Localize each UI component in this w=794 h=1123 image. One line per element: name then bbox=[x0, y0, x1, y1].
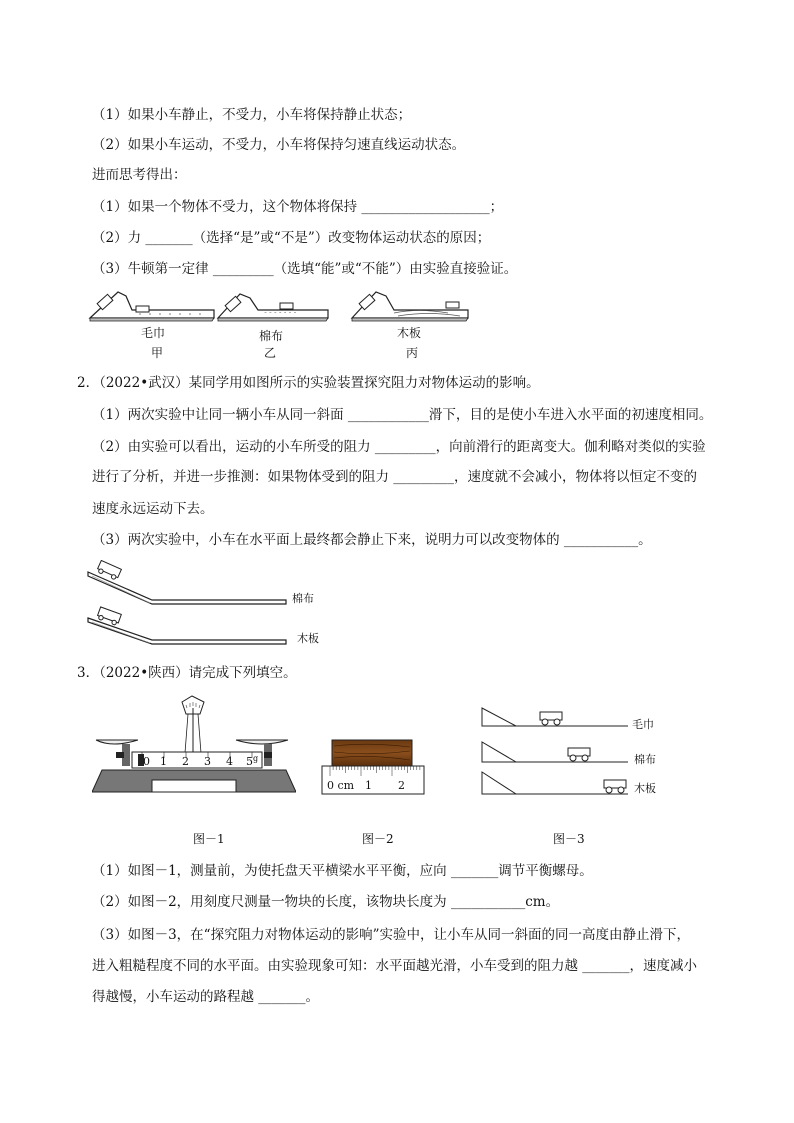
q3-line-4: （3）如图－3，在“探究阻力对物体运动的影响”实验中，让小车从同一斜面的同一高度由静止滑下， bbox=[92, 927, 690, 943]
slope-wood-3 bbox=[482, 772, 628, 794]
q1-line-2: （2）如果小车运动，不受力，小车将保持匀速直线运动状态。 bbox=[92, 137, 466, 153]
q2-slope-figure bbox=[86, 560, 296, 650]
q1-line-6: （3）牛顿第一定律 _________（选填“能”或“不能”）由实验直接验证。 bbox=[92, 261, 518, 277]
fig3-label-towel: 毛巾 bbox=[632, 718, 654, 731]
q1-caption-c-surface: 木板 bbox=[397, 326, 422, 340]
ramp-towel bbox=[90, 292, 214, 321]
ramp-cotton bbox=[218, 294, 328, 321]
q1-line-5: （2）力 _______（选择“是”或“不是”）改变物体运动状态的原因； bbox=[92, 230, 491, 246]
balance-tick-2: 2 bbox=[182, 755, 189, 768]
q1-caption-a-label: 甲 bbox=[151, 346, 164, 360]
slope-wood bbox=[88, 607, 286, 644]
balance-unit: g bbox=[253, 754, 259, 763]
slope-cotton-3 bbox=[482, 742, 628, 762]
q2-line-4: 进行了分析，并进一步推测：如果物体受到的阻力 _________，速度就不会减小，物体将以恒定不变的 bbox=[92, 469, 698, 485]
fig3-label-cotton: 棉布 bbox=[634, 753, 656, 766]
balance-tick-5: 5 bbox=[246, 755, 253, 768]
q2-label-cotton: 棉布 bbox=[292, 592, 314, 605]
ruler-zero-unit: 0 cm bbox=[327, 779, 355, 792]
slope-towel bbox=[482, 708, 628, 726]
q1-caption-a-surface: 毛巾 bbox=[141, 326, 166, 340]
q2-line-3: （2）由实验可以看出，运动的小车所受的阻力 _________，向前滑行的距离变大。伽利略对类似的实验 bbox=[92, 439, 706, 455]
q2-line-2: （1）两次实验中让同一辆小车从同一斜面 ____________滑下，目的是使小车进入水平面的初速度相同。 bbox=[92, 407, 713, 423]
q1-line-4: （1）如果一个物体不受力，这个物体将保持 ___________________； bbox=[92, 199, 504, 215]
fig3-label-wood: 木板 bbox=[634, 782, 656, 795]
q3-line-5: 进入粗糙程度不同的水平面。由实验现象可知：水平面越光滑，小车受到的阻力越 _______，速度减小 bbox=[92, 958, 698, 974]
q1-caption-b-label: 乙 bbox=[264, 346, 277, 360]
q2-label-wood: 木板 bbox=[297, 632, 319, 645]
q3-line-1: 3．（2022•陕西）请完成下列填空。 bbox=[77, 665, 297, 681]
q3-line-2: （1）如图－1，测量前，为使托盘天平横梁水平平衡，应向 _______调节平衡螺母。 bbox=[92, 863, 593, 879]
q1-caption-c-label: 丙 bbox=[406, 346, 419, 360]
q2-line-5: 速度永远运动下去。 bbox=[92, 501, 214, 517]
svg-text:˘ ˘ ˘ ˘ ˘ ˘ ˘: ˘ ˘ ˘ ˘ ˘ ˘ ˘ bbox=[264, 312, 297, 319]
q3-line-6: 得越慢，小车运动的路程越 _______。 bbox=[92, 989, 320, 1005]
q1-line-3: 进而思考得出： bbox=[92, 167, 187, 183]
q1-line-1: （1）如果小车静止，不受力，小车将保持静止状态； bbox=[92, 107, 412, 123]
ruler-tick-1: 1 bbox=[365, 779, 372, 792]
fig3-caption: 图－3 bbox=[553, 832, 585, 846]
balance-tick-1: 1 bbox=[160, 755, 167, 768]
fig1-caption: 图－1 bbox=[193, 832, 225, 846]
balance-tick-3: 3 bbox=[204, 755, 211, 768]
q3-line-3: （2）如图－2，用刻度尺测量一物块的长度，该物块长度为 ___________cm。 bbox=[92, 894, 560, 910]
q3-slopes-figure bbox=[480, 706, 632, 798]
balance-tick-0: 0 bbox=[143, 755, 150, 768]
slope-cotton bbox=[88, 560, 286, 604]
q1-caption-b-surface: 棉布 bbox=[259, 329, 284, 343]
q1-ramps-figure bbox=[88, 288, 488, 324]
fig2-caption: 图－2 bbox=[362, 832, 394, 846]
q2-line-1: 2．（2022•武汉）某同学用如图所示的实验装置探究阻力对物体运动的影响。 bbox=[77, 375, 540, 391]
q3-balance-figure bbox=[92, 692, 296, 800]
ruler-tick-2: 2 bbox=[398, 779, 405, 792]
ramp-wood bbox=[352, 292, 468, 321]
q2-line-6: （3）两次实验中，小车在水平面上最终都会静止下来，说明力可以改变物体的 ___________。 bbox=[92, 532, 652, 548]
balance-tick-4: 4 bbox=[226, 755, 233, 768]
